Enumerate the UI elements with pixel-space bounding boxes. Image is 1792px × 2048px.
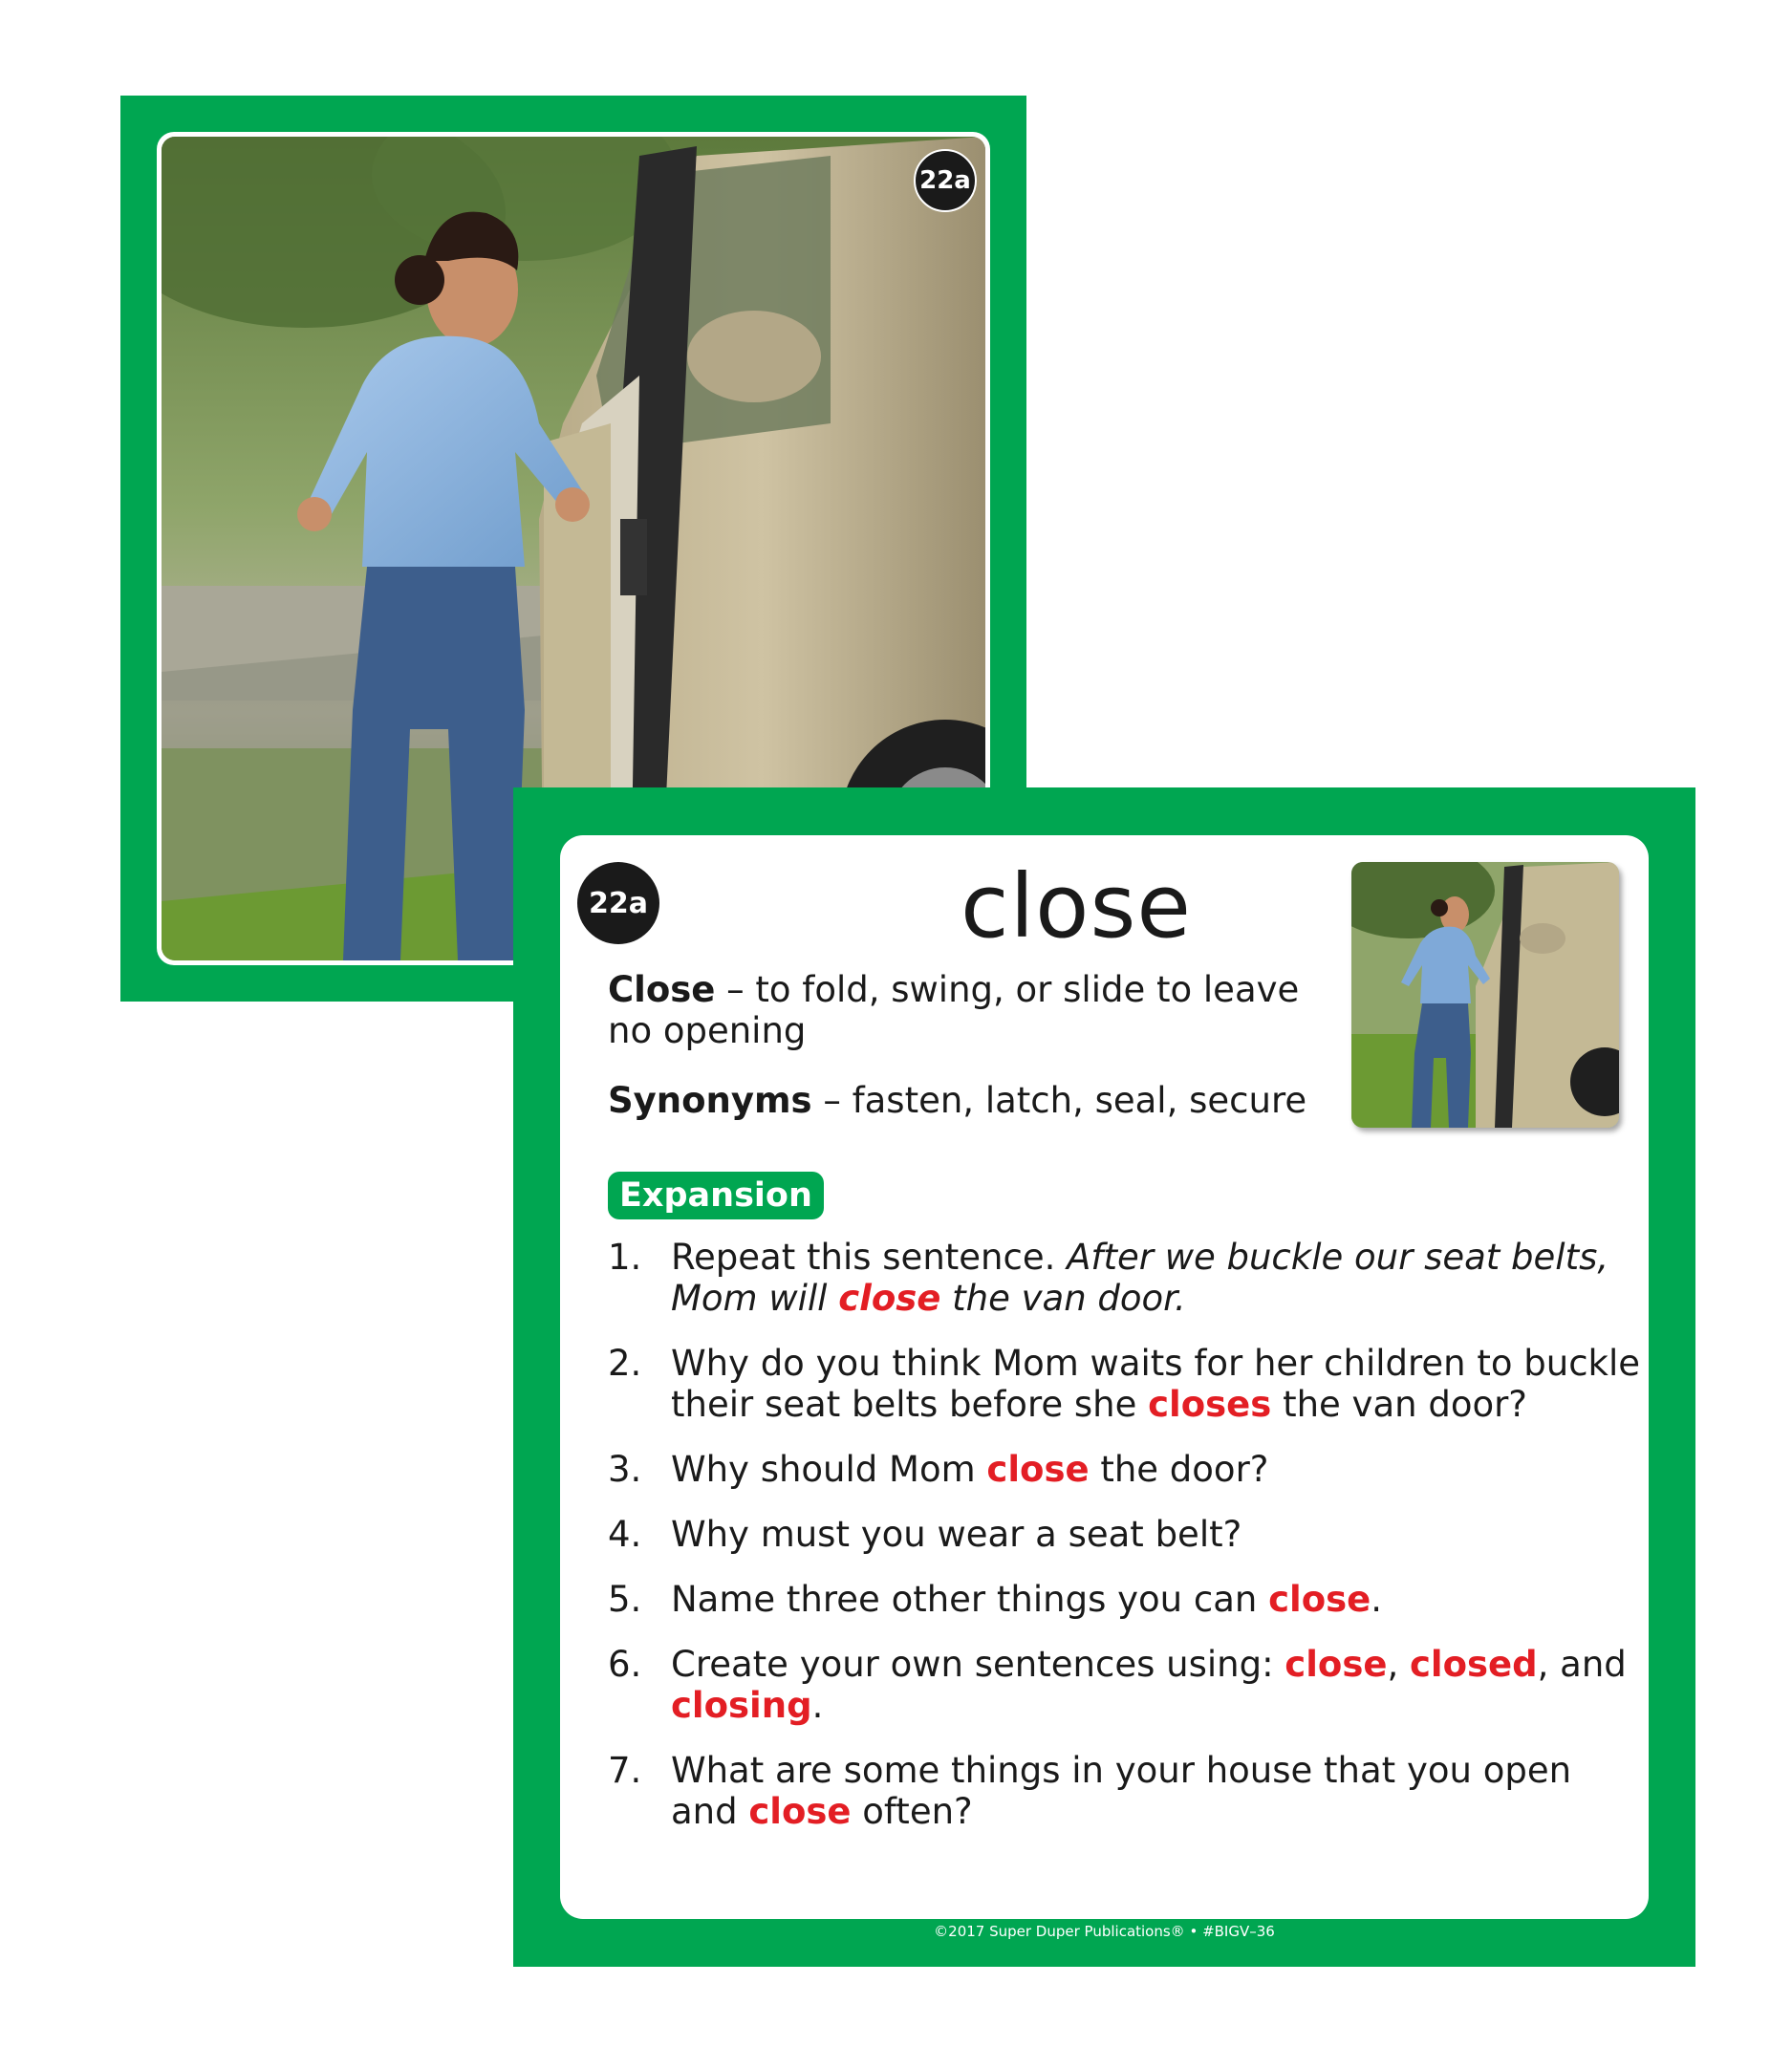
question-number: 7. — [608, 1750, 642, 1791]
question-number: 3. — [608, 1449, 642, 1490]
question-text — [671, 1514, 1640, 1555]
synonyms-term: Synonyms — [608, 1080, 812, 1121]
question-number: 2. — [608, 1343, 642, 1384]
question-text-part: Repeat this sentence. — [671, 1237, 1068, 1278]
question-text-part: the van door? — [1271, 1384, 1527, 1425]
highlighted-word: close — [748, 1791, 852, 1832]
woman-closing-van-door-thumbnail — [1351, 862, 1619, 1128]
copyright-footer: ©2017 Super Duper Publications® • #BIGV–36 — [934, 1923, 1275, 1940]
thumbnail-photo — [1351, 862, 1619, 1128]
question-text-part: After we buckle our seat belts, Mom will — [671, 1237, 1609, 1319]
question-item — [608, 1449, 1640, 1490]
expansion-label: Expansion — [608, 1172, 824, 1219]
highlighted-word: closed — [1409, 1644, 1538, 1685]
question-text-part: Why must you wear a seat belt? — [671, 1514, 1242, 1555]
question-text-part: , — [1387, 1644, 1410, 1685]
question-text — [671, 1750, 1640, 1832]
definition-text: – to fold, swing, or slide to leave no opening — [608, 969, 1300, 1051]
card-number-badge: 22a — [914, 149, 977, 212]
question-text-part: , and — [1537, 1644, 1627, 1685]
definition-term: Close — [608, 969, 716, 1010]
question-text-part: . — [811, 1685, 824, 1726]
question-text — [671, 1579, 1640, 1620]
question-text-part: Why should Mom — [671, 1449, 987, 1490]
question-item — [608, 1343, 1640, 1425]
question-text — [671, 1449, 1640, 1490]
question-text-part: . — [1371, 1579, 1383, 1620]
question-item — [608, 1514, 1640, 1555]
question-text-part: Name three other things you can — [671, 1579, 1269, 1620]
highlighted-word: closes — [1148, 1384, 1272, 1425]
highlighted-word: closing — [671, 1685, 812, 1726]
question-text — [671, 1343, 1640, 1425]
question-list — [608, 1237, 1640, 1856]
question-item — [608, 1750, 1640, 1832]
question-text-part: Why do you think Mom waits for her children to buckle their seat belts before she — [671, 1343, 1641, 1425]
definition — [608, 969, 1334, 1051]
question-text-part: often? — [851, 1791, 973, 1832]
highlighted-word: close — [1268, 1579, 1371, 1620]
question-item — [608, 1644, 1640, 1726]
question-number: 6. — [608, 1644, 642, 1685]
question-text-part: What are some things in your house that you open and — [671, 1750, 1572, 1832]
highlighted-word: close — [1285, 1644, 1388, 1685]
card-content — [560, 835, 1649, 1919]
synonyms — [608, 1080, 1334, 1121]
question-number: 1. — [608, 1237, 642, 1278]
question-item — [608, 1579, 1640, 1620]
question-text-part: the van door. — [940, 1278, 1186, 1319]
question-number: 4. — [608, 1514, 642, 1555]
highlighted-word: close — [838, 1278, 941, 1319]
synonyms-text: – fasten, latch, seal, secure — [811, 1080, 1307, 1121]
question-text-part: the door? — [1089, 1449, 1269, 1490]
vocabulary-word: close — [961, 855, 1192, 958]
question-item — [608, 1237, 1640, 1319]
card-number-badge: 22a — [577, 862, 659, 944]
question-text-part: Create your own sentences using: — [671, 1644, 1285, 1685]
question-number: 5. — [608, 1579, 642, 1620]
front-card — [513, 787, 1695, 1967]
question-text — [671, 1644, 1640, 1726]
highlighted-word: close — [986, 1449, 1090, 1490]
question-text — [671, 1237, 1640, 1319]
